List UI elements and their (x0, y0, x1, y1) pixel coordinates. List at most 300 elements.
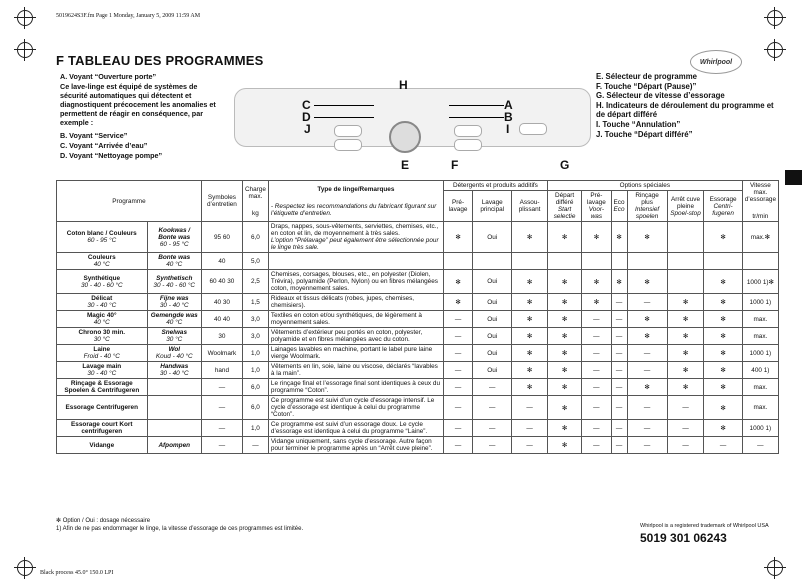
th-sub-7 (667, 191, 704, 222)
cell-acp: ✻ (667, 379, 704, 396)
cell-soft: ✻ (512, 311, 548, 328)
cell-programme-nl (147, 437, 201, 454)
programme-fr: Coton blanc / Couleurs (66, 230, 137, 237)
cell-pre: — (443, 420, 472, 437)
cell-programme-fr (57, 328, 148, 345)
programme-fr-temp: 30 - 40 °C (87, 302, 117, 309)
cell-pre: — (443, 328, 472, 345)
programme-nl: Synthetisch (156, 274, 193, 282)
programme-fr-temp: 30 - 40 °C (87, 370, 117, 377)
cell-type (268, 253, 443, 270)
cell-ess: ✻ (704, 328, 742, 345)
control-panel-diagram (234, 73, 589, 172)
table-row (57, 420, 779, 437)
programme-fr: Chrono 30 min. (78, 329, 126, 336)
table-row (57, 311, 779, 328)
cell-dd: ✻ (547, 420, 581, 437)
page-title: F TABLEAU DES PROGRAMMES (56, 53, 264, 68)
cell-soft: ✻ (512, 222, 548, 253)
cell-main: Oui (473, 345, 512, 362)
cell-acp: ✻ (667, 328, 704, 345)
programme-fr: Lavage main (82, 363, 122, 370)
cell-pre: — (443, 311, 472, 328)
cell-main (473, 253, 512, 270)
cell-sym: 30 (201, 328, 242, 345)
programme-nl: Wol (168, 346, 181, 353)
legend-i: I. Touche “Annulation” (596, 119, 681, 129)
cell-acp: ✻ (667, 294, 704, 311)
registration-mark (17, 10, 33, 26)
cell-kg: 3,0 (242, 328, 268, 345)
cell-programme-nl (147, 379, 201, 396)
cell-programme-nl (147, 362, 201, 379)
cell-kg: 5,0 (242, 253, 268, 270)
document-reference: 5019 301 06243 (640, 531, 727, 545)
cell-rp: — (627, 362, 667, 379)
th-vitesse-label: Vitesse max. d’essorage (744, 182, 776, 203)
footnote-2: 1) Afin de ne pas endommager le linge, la vitesse d’essorage de ces programmes est limitée. (56, 525, 304, 532)
program-dial (389, 121, 421, 153)
cell-programme-fr (57, 396, 148, 420)
th-sub-label: Eco (613, 199, 625, 206)
cell-spin: max.✻ (742, 222, 778, 253)
cell-pl (582, 253, 611, 270)
cell-kg: 6,0 (242, 396, 268, 420)
programme-fr: Vidange (89, 441, 115, 449)
th-type-label: Type de linge/Remarques (317, 185, 395, 193)
panel-button (334, 139, 362, 151)
cell-programme-nl (147, 270, 201, 294)
th-type-note: - Respectez les recommandations du fabricant figurant sur l’étiquette d’entretien. (270, 202, 437, 217)
programme-fr: Rinçage & Essorage Spoelen & Centrifugeren (64, 380, 140, 394)
cell-acp (667, 270, 704, 294)
cell-pre: ✻ (443, 294, 472, 311)
cell-ess: ✻ (704, 294, 742, 311)
cell-dd: ✻ (547, 396, 581, 420)
table-row (57, 362, 779, 379)
cell-acp: ✻ (667, 345, 704, 362)
cell-acp: — (667, 420, 704, 437)
cell-programme-fr (57, 270, 148, 294)
th-sub-label: Départ différé (554, 192, 575, 206)
programme-nl-temp: 30 - 40 °C (159, 302, 189, 309)
cell-main: Oui (473, 362, 512, 379)
panel-label-j: J (304, 122, 311, 136)
programme-fr: Couleurs (87, 254, 116, 261)
cell-sym: 40 30 (201, 294, 242, 311)
cell-main: Oui (473, 270, 512, 294)
legend-a: A. Voyant “Ouverture porte” (60, 72, 157, 81)
th-sub-4 (582, 191, 611, 222)
cell-eco: — (611, 294, 627, 311)
cell-ess: ✻ (704, 420, 742, 437)
th-charge-label: Charge max. (244, 185, 266, 200)
cell-type (268, 222, 443, 253)
programme-nl: Afpompen (158, 441, 191, 449)
th-sub-nl-label: Intensief spoelen (634, 206, 660, 220)
table-row (57, 396, 779, 420)
cell-eco: — (611, 396, 627, 420)
print-header: 5019624S3F.fm Page 1 Monday, January 5, 2009 11:59 AM (56, 13, 201, 19)
programme-nl-temp: 30 - 40 °C (159, 370, 189, 377)
programme-nl: Gemengde was (150, 312, 198, 319)
cell-programme-fr (57, 294, 148, 311)
pointer-line (314, 117, 374, 118)
cell-pl: — (582, 311, 611, 328)
cell-type (268, 362, 443, 379)
type-text: Rideaux et tissus délicats (robes, jupes, chemises, chemisiers). (270, 295, 415, 309)
cell-kg: 1,5 (242, 294, 268, 311)
cell-type (268, 437, 443, 454)
cell-kg: 1,0 (242, 345, 268, 362)
pointer-line (314, 105, 374, 106)
type-text: Vidange uniquement, sans cycle d’essorage. Autre façon pour terminer le programme après un “Arrêt cuve pleine”. (270, 438, 433, 452)
programme-nl-temp: 30 °C (166, 336, 183, 343)
th-options: Options spéciales (547, 181, 742, 191)
right-legend (596, 72, 776, 139)
cell-dd: ✻ (547, 222, 581, 253)
panel-label-i: I (506, 122, 510, 136)
cell-spin: max. (742, 328, 778, 345)
table-row (57, 294, 779, 311)
panel-label-a: A (504, 98, 513, 112)
cell-soft: ✻ (512, 379, 548, 396)
programme-fr-temp: 30 °C (93, 336, 110, 343)
legend-f: F. Touche “Départ (Pause)” (596, 81, 697, 91)
cell-soft: ✻ (512, 362, 548, 379)
programme-fr-temp: 40 °C (93, 261, 110, 268)
cell-programme-nl (147, 222, 201, 253)
cell-programme-nl (147, 396, 201, 420)
th-programme: Programme (57, 181, 202, 222)
cell-kg: 6,0 (242, 379, 268, 396)
cell-pre: — (443, 362, 472, 379)
cell-rp: ✻ (627, 222, 667, 253)
panel-button (334, 125, 362, 137)
cell-spin: 1000 1) (742, 345, 778, 362)
cell-pre: — (443, 396, 472, 420)
panel-label-g: G (560, 158, 570, 172)
programme-fr: Essorage court Kort centrifugeren (71, 421, 133, 435)
cell-rp: — (627, 437, 667, 454)
programme-fr-temp: Froid - 40 °C (83, 353, 120, 360)
legend-d: D. Voyant “Nettoyage pompe” (60, 151, 163, 160)
th-sub-nl-label: Spoel-stop (670, 209, 701, 217)
cell-main: Oui (473, 294, 512, 311)
side-tab (785, 170, 802, 185)
th-sub-nl-label: Centri-fugeren (712, 202, 734, 217)
table-row (57, 379, 779, 396)
legend-h: H. Indicateurs de déroulement du programme et de départ différé (596, 100, 774, 120)
cell-type (268, 270, 443, 294)
cell-soft: ✻ (512, 294, 548, 311)
cell-programme-nl (147, 311, 201, 328)
programme-fr-temp: 60 - 95 °C (87, 237, 117, 244)
cell-soft (512, 253, 548, 270)
legend-e: E. Sélecteur de programme (596, 72, 697, 81)
programme-nl-temp: Koud - 40 °C (155, 353, 193, 360)
cell-programme-fr (57, 345, 148, 362)
cell-pl: ✻ (582, 294, 611, 311)
cell-programme-fr (57, 437, 148, 454)
cell-rp: — (627, 294, 667, 311)
cell-acp: — (667, 396, 704, 420)
cell-ess: — (704, 437, 742, 454)
cell-sym: — (201, 379, 242, 396)
cell-eco: ✻ (611, 270, 627, 294)
cell-soft: ✻ (512, 270, 548, 294)
cell-main: — (473, 420, 512, 437)
cell-sym: — (201, 437, 242, 454)
legend-b: B. Voyant “Service” (60, 131, 128, 140)
cell-sym: 40 (201, 253, 242, 270)
cell-ess: ✻ (704, 345, 742, 362)
cell-pl: — (582, 420, 611, 437)
type-text: Vêtements d’extérieur peu portés en coton, polyester, polyamide et en fibres mélangées avec du coton. (270, 329, 423, 343)
cell-ess: ✻ (704, 311, 742, 328)
cell-pre (443, 253, 472, 270)
cell-kg: 1,0 (242, 362, 268, 379)
legend-c: C. Voyant “Arrivée d’eau” (60, 141, 148, 150)
cell-eco: — (611, 328, 627, 345)
program-table (56, 180, 779, 454)
th-sub-label: Essorage (709, 195, 737, 203)
cell-dd: ✻ (547, 379, 581, 396)
cell-ess: ✻ (704, 270, 742, 294)
cell-pl: — (582, 328, 611, 345)
registration-mark (17, 560, 33, 576)
cell-kg: 1,0 (242, 420, 268, 437)
cell-soft: — (512, 437, 548, 454)
cell-programme-nl (147, 253, 201, 270)
th-sub-0 (443, 191, 472, 222)
cell-pl: — (582, 345, 611, 362)
cell-kg: — (242, 437, 268, 454)
cell-pl: — (582, 379, 611, 396)
th-sub-8 (704, 191, 742, 222)
type-text: Vêtements en lin, soie, laine ou viscose, déclarés “lavables à la main”. (270, 363, 438, 377)
cell-dd: ✻ (547, 345, 581, 362)
registration-mark (767, 42, 783, 58)
registration-mark (767, 10, 783, 26)
cell-pre: ✻ (443, 270, 472, 294)
cell-sym: — (201, 420, 242, 437)
footnote-1: ✻ Option / Oui : dosage nécessaire (56, 518, 151, 524)
th-sub-2 (512, 191, 548, 222)
cell-soft: — (512, 420, 548, 437)
cell-eco: — (611, 420, 627, 437)
cell-programme-fr (57, 222, 148, 253)
brand-logo: Whirlpool (690, 50, 742, 74)
cell-sym: 60 40 30 (201, 270, 242, 294)
type-text: Textiles en coton et/ou synthétiques, de légèrement à moyennement sales. (270, 312, 422, 326)
cell-main: — (473, 437, 512, 454)
type-text: Chemises, corsages, blouses, etc., en polyester (Diolen, Trévira), polyamide (Perlon, Nylon) ou en fibres mélangées coton, moyennement sales. (270, 271, 438, 292)
cell-spin: 1000 1) (742, 294, 778, 311)
legend-j: J. Touche “Départ différé” (596, 129, 693, 139)
cell-kg: 6,0 (242, 222, 268, 253)
cell-spin: 1000 1)✻ (742, 270, 778, 294)
programme-nl-temp: 40 °C (166, 261, 183, 268)
legend-g: G. Sélecteur de vitesse d’essorage (596, 91, 725, 101)
cell-programme-fr (57, 253, 148, 270)
cell-main: — (473, 379, 512, 396)
th-sub-label: Lavage principal (480, 199, 505, 213)
cell-spin: max. (742, 311, 778, 328)
cell-acp (667, 253, 704, 270)
cell-programme-fr (57, 420, 148, 437)
cell-programme-nl (147, 420, 201, 437)
legend-a-desc: Ce lave-linge est équipé de systèmes de sécurité automatiques qui détectent et diagnostiquent précocement les anomalies et permettent de réagir en conséquence, par exemple : (60, 82, 216, 127)
type-text: Ce programme est suivi d’un cycle d’essorage intensif. Le cycle d’essorage est identique à celui du programme “Coton”. (270, 397, 435, 418)
cell-type (268, 420, 443, 437)
cell-acp: — (667, 437, 704, 454)
cell-pl: — (582, 362, 611, 379)
pointer-line (449, 117, 504, 118)
th-type (268, 181, 443, 222)
type-text: Draps, nappes, sous-vêtements, serviettes, chemises, etc., en coton et lin, de moyennement à très sales. (270, 223, 439, 237)
th-charge-unit: kg (252, 209, 259, 217)
th-sub-nl-label: Eco (613, 206, 625, 213)
table-row (57, 345, 779, 362)
th-sub-label: Rinçage plus (635, 192, 659, 206)
programme-nl-temp: 30 - 40 - 60 °C (153, 281, 196, 289)
cell-pl: ✻ (582, 222, 611, 253)
cell-soft: ✻ (512, 345, 548, 362)
cell-kg: 3,0 (242, 311, 268, 328)
print-footer: Black process 45.0° 150.0 LPI (40, 570, 114, 576)
programme-nl-temp: 60 - 95 °C (159, 240, 189, 248)
programme-fr: Délicat (91, 295, 113, 302)
cell-main: — (473, 396, 512, 420)
cell-acp (667, 222, 704, 253)
cell-sym: 40 40 (201, 311, 242, 328)
th-detergents: Détergents et produits additifs (443, 181, 547, 191)
programme-fr-temp: 40 °C (93, 319, 110, 326)
cell-eco (611, 253, 627, 270)
cell-type (268, 311, 443, 328)
left-legend (60, 72, 225, 161)
cell-programme-fr (57, 362, 148, 379)
cell-ess: ✻ (704, 222, 742, 253)
programme-nl: Kookwas / Bonte was (158, 226, 191, 241)
cell-dd: ✻ (547, 270, 581, 294)
cell-pl: — (582, 396, 611, 420)
type-text: Le rinçage final et l’essorage final sont identiques à ceux du programme “Coton”. (270, 380, 441, 394)
cell-sym: 95 60 (201, 222, 242, 253)
th-sub-nl-label: Voor-was (588, 206, 605, 220)
th-sub-label: Pré-lavage (448, 199, 468, 213)
cell-kg: 2,5 (242, 270, 268, 294)
cell-dd (547, 253, 581, 270)
table-row (57, 328, 779, 345)
table-row (57, 253, 779, 270)
cell-ess: ✻ (704, 379, 742, 396)
panel-label-e: E (401, 158, 410, 172)
cell-programme-fr (57, 311, 148, 328)
panel-label-d: D (302, 110, 311, 124)
panel-button (454, 125, 482, 137)
programme-nl-temp: 40 °C (166, 319, 183, 326)
cell-eco: — (611, 345, 627, 362)
cell-acp: ✻ (667, 311, 704, 328)
cell-rp: ✻ (627, 311, 667, 328)
programme-fr-temp: 30 - 40 - 60 °C (80, 281, 123, 289)
cell-dd: ✻ (547, 311, 581, 328)
programme-nl: Snelwas (161, 329, 188, 336)
cell-spin: — (742, 437, 778, 454)
cell-soft: ✻ (512, 328, 548, 345)
cell-programme-nl (147, 294, 201, 311)
table-row (57, 437, 779, 454)
th-sub-5 (611, 191, 627, 222)
cell-programme-nl (147, 328, 201, 345)
trademark-note: Whirlpool is a registered trademark of Whirlpool USA (640, 523, 769, 529)
programme-nl: Fijne was (159, 295, 189, 302)
cell-rp: — (627, 420, 667, 437)
cell-eco: — (611, 362, 627, 379)
cell-spin: 1000 1) (742, 420, 778, 437)
th-sub-nl-label: Start selectie (553, 206, 576, 220)
cell-rp (627, 253, 667, 270)
registration-mark (767, 560, 783, 576)
type-text: Lainages lavables en machine, portant le label pure laine vierge Woolmark. (270, 346, 433, 360)
panel-label-b: B (504, 110, 513, 124)
panel-label-f: F (451, 158, 459, 172)
cell-ess (704, 253, 742, 270)
type-text: Ce programme est suivi d’un essorage doux. Le cycle d’essorage est identique à celui du programme “Laine”. (270, 421, 428, 435)
panel-button (519, 123, 547, 135)
cell-type (268, 396, 443, 420)
cell-type (268, 328, 443, 345)
cell-spin: max. (742, 396, 778, 420)
cell-pre: — (443, 345, 472, 362)
cell-dd: ✻ (547, 437, 581, 454)
cell-soft: — (512, 396, 548, 420)
th-sub-label: Arrêt cuve pleine (670, 195, 701, 210)
cell-main: Oui (473, 328, 512, 345)
cell-main: Oui (473, 311, 512, 328)
cell-rp: — (627, 396, 667, 420)
cell-spin (742, 253, 778, 270)
programme-fr: Synthétique (83, 274, 121, 282)
cell-pl: ✻ (582, 270, 611, 294)
cell-type (268, 379, 443, 396)
pointer-line (449, 105, 504, 106)
cell-sym: — (201, 396, 242, 420)
cell-programme-nl (147, 345, 201, 362)
cell-eco: — (611, 437, 627, 454)
programme-fr: Essorage Centrifugeren (65, 404, 138, 411)
cell-main: Oui (473, 222, 512, 253)
cell-type (268, 294, 443, 311)
cell-type (268, 345, 443, 362)
cell-acp: ✻ (667, 362, 704, 379)
programme-fr: Magic 40° (86, 312, 117, 319)
panel-label-c: C (302, 98, 311, 112)
cell-sym: hand (201, 362, 242, 379)
cell-pre: — (443, 379, 472, 396)
cell-rp: ✻ (627, 379, 667, 396)
cell-dd: ✻ (547, 362, 581, 379)
cell-sym: Woolmark (201, 345, 242, 362)
programme-nl: Bonte was (158, 254, 191, 261)
cell-rp: ✻ (627, 270, 667, 294)
cell-eco: — (611, 311, 627, 328)
cell-eco: — (611, 379, 627, 396)
type-note: L’option “Prélavage” peut également être sélectionnée pour le linge très sale. (270, 237, 439, 251)
panel-label-h: H (399, 78, 408, 92)
